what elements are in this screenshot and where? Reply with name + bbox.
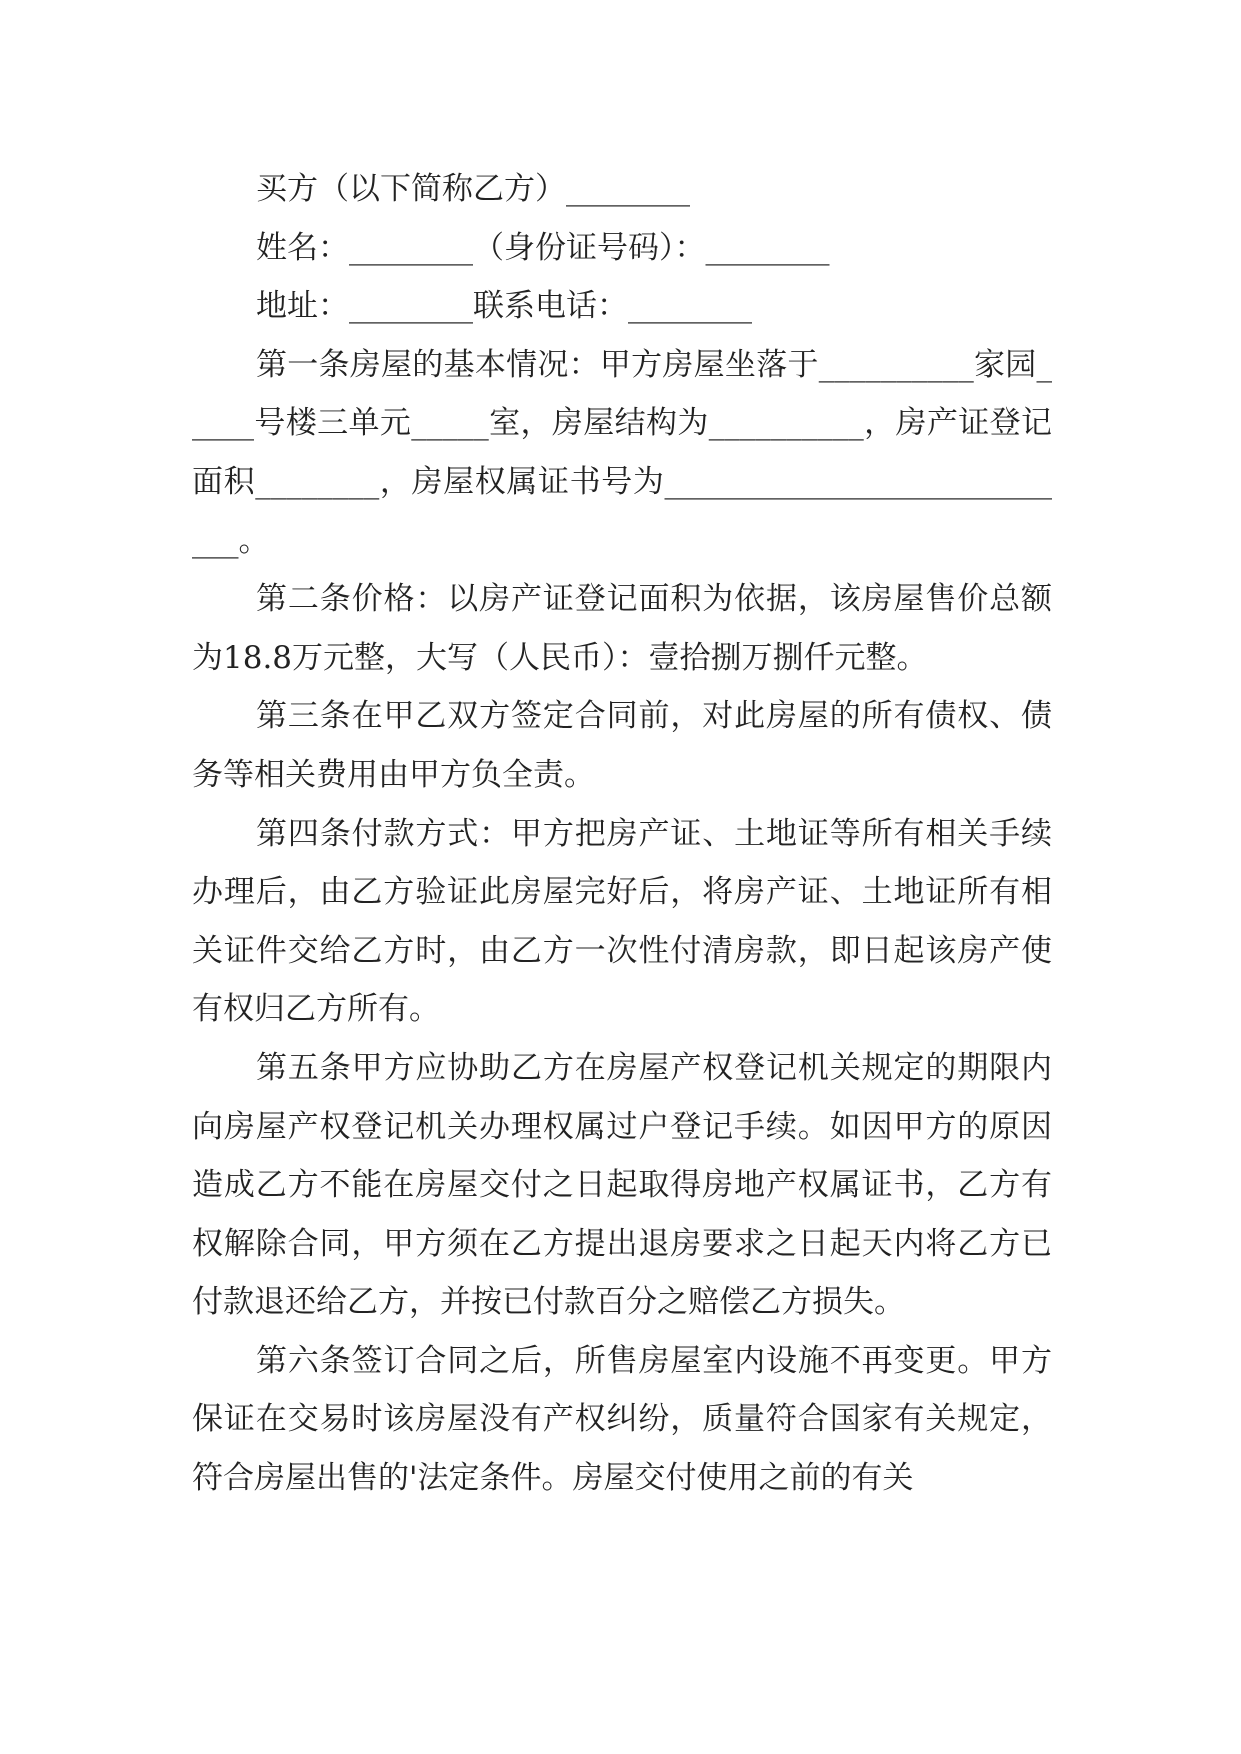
clause-6-facilities: 第六条签订合同之后，所售房屋室内设施不再变更。甲方保证在交易时该房屋没有产权纠纷，质量符合国家有关规定，符合房屋出售的'法定条件。房屋交付使用之前的有关 (192, 1342, 1052, 1497)
clause-4-payment: 第四条付款方式：甲方把房产证、土地证等所有相关手续办理后，由乙方验证此房屋完好后，将房产证、土地证所有相关证件交给乙方时，由乙方一次性付清房款，即日起该房产使有权归乙方所有。 (192, 815, 1052, 1028)
clause-3-debts: 第三条在甲乙双方签定合同前，对此房屋的所有债权、债务等相关费用由甲方负全责。 (192, 698, 1052, 793)
address-phone-line: 地址：________联系电话：________ (256, 288, 752, 325)
buyer-line: 买方（以下简称乙方）________ (256, 171, 690, 207)
clause-2-price: 第二条价格：以房产证登记面积为依据，该房屋售价总额为18.8万元整，大写（人民币）：壹拾捌万捌仟元整。 (192, 581, 1052, 676)
contract-body (192, 160, 1052, 1508)
clause-5-transfer: 第五条甲方应协助乙方在房屋产权登记机关规定的期限内向房屋产权登记机关办理权属过户登记手续。如因甲方的原因造成乙方不能在房屋交付之日起取得房地产权属证书，乙方有权解除合同，甲方须在乙方提出退房要求之日起天内将乙方已付款退还给乙方，并按已付款百分之赔偿乙方损失。 (192, 1049, 1052, 1321)
name-id-line: 姓名：________（身份证号码）：________ (256, 229, 830, 266)
clause-1-property-info: 第一条房屋的基本情况：甲方房屋坐落于__________家园_____号楼三单元_____室，房屋结构为__________，房产证登记面积________，房屋权属证书号为____________________________。 (192, 346, 1052, 559)
